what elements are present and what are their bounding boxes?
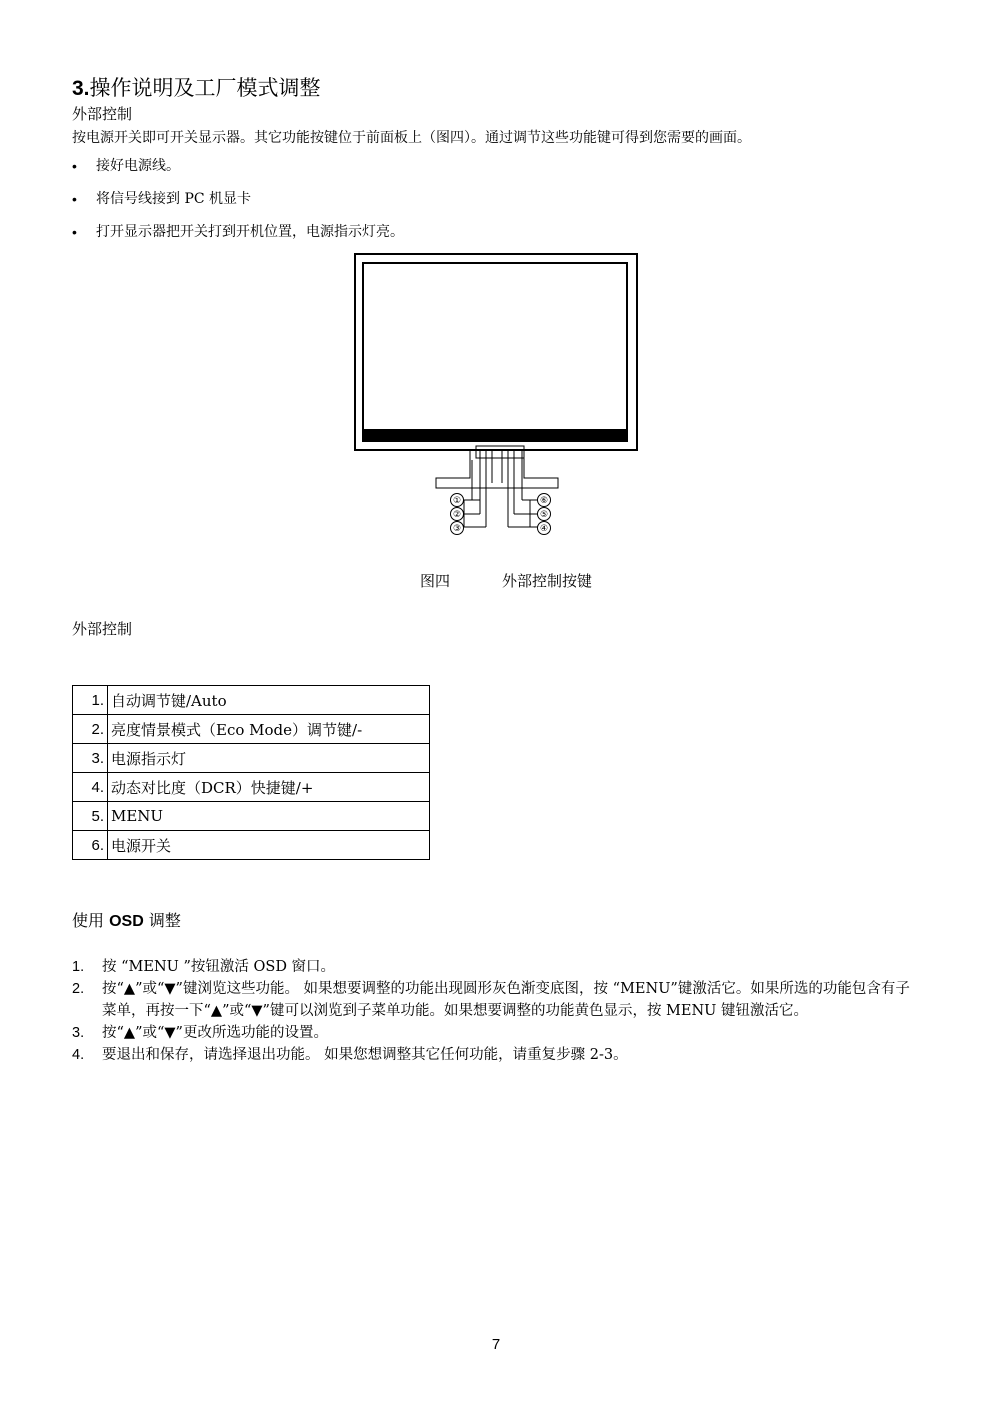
bullet-item: • 将信号线接到 PC 机显卡 (72, 185, 404, 218)
callout-label-3: ③ (452, 524, 462, 534)
row-number: 6. (73, 831, 108, 860)
row-label: 电源开关 (108, 831, 430, 860)
external-control-title: 外部控制 (72, 105, 133, 123)
external-control-title-2: 外部控制 (72, 620, 133, 638)
button-housing (476, 446, 524, 458)
table-row (73, 773, 430, 802)
step-number: 1. (72, 959, 85, 975)
step-text: 要退出和保存，请选择退出功能。 如果您想调整其它任何功能，请重复步骤 2-3。 (102, 1047, 628, 1063)
table-row (73, 686, 430, 715)
row-number: 5. (73, 802, 108, 831)
callout-label-6: ⑥ (539, 496, 549, 506)
section-heading (72, 72, 321, 102)
row-number: 4. (73, 773, 108, 802)
row-number: 3. (73, 744, 108, 773)
bullet-item: • 打开显示器把开关打到开机位置，电源指示灯亮。 (72, 218, 404, 251)
osd-step (72, 978, 922, 1022)
monitor-bezel (355, 254, 637, 450)
callout-label-4: ④ (539, 524, 549, 534)
osd-steps-list (72, 956, 922, 1066)
callout-label-2: ② (452, 510, 462, 520)
step-text: 按 “MENU ”按钮激活 OSD 窗口。 (102, 959, 336, 975)
row-label: 自动调节键/Auto (108, 686, 430, 715)
intro-paragraph: 按电源开关即可开关显示器。其它功能按键位于前面板上（图四）。通过调节这些功能键可得到您需要的画面。 (72, 130, 751, 146)
table-row (73, 802, 430, 831)
osd-title-prefix: 使用 (72, 911, 110, 930)
page-number: 7 (491, 1336, 501, 1353)
section-number: 3. (72, 77, 90, 100)
bullet-item: • 接好电源线。 (72, 152, 404, 185)
osd-section-title (72, 908, 181, 931)
step-number: 2. (72, 981, 85, 997)
row-number: 1. (73, 686, 108, 715)
monitor-bottom-strip (364, 429, 626, 441)
step-number: 3. (72, 1025, 85, 1041)
monitor-screen (363, 263, 627, 441)
section-title: 操作说明及工厂模式调整 (89, 76, 321, 100)
setup-bullet-list (72, 152, 404, 251)
callout-label-1: ① (452, 496, 462, 506)
row-label: 亮度情景模式（Eco Mode）调节键/- (108, 715, 430, 744)
osd-step (72, 1022, 922, 1044)
table-row (73, 831, 430, 860)
table-row (73, 744, 430, 773)
step-text: 按“▲”或“▼”更改所选功能的设置。 (102, 1025, 328, 1041)
row-label: 动态对比度（DCR）快捷键/+ (108, 773, 430, 802)
figure-title: 外部控制按键 (502, 572, 593, 590)
callout-label-5: ⑤ (539, 510, 549, 520)
figure-number: 图四 (420, 572, 451, 590)
osd-title-suffix: 调整 (143, 911, 181, 930)
monitor-stand (436, 450, 558, 488)
figure-caption (420, 570, 592, 591)
controls-table (72, 685, 430, 860)
row-label: MENU (108, 802, 430, 831)
osd-title-bold: OSD (109, 913, 144, 930)
step-text: 按“▲”或“▼”键浏览这些功能。 如果想要调整的功能出现圆形灰色渐变底图，按 “MENU”键激活它。如果所选的功能包含有子菜单，再按一下“▲”或“▼”键可以浏览到子菜单功能。如果想要调整的功能黄色显示，按 MENU 键钮激活它。 (102, 981, 910, 1019)
monitor-diagram (352, 252, 642, 542)
osd-step (72, 1044, 922, 1066)
row-number: 2. (73, 715, 108, 744)
row-label: 电源指示灯 (108, 744, 430, 773)
table-row (73, 715, 430, 744)
osd-step (72, 956, 922, 978)
step-number: 4. (72, 1047, 85, 1063)
